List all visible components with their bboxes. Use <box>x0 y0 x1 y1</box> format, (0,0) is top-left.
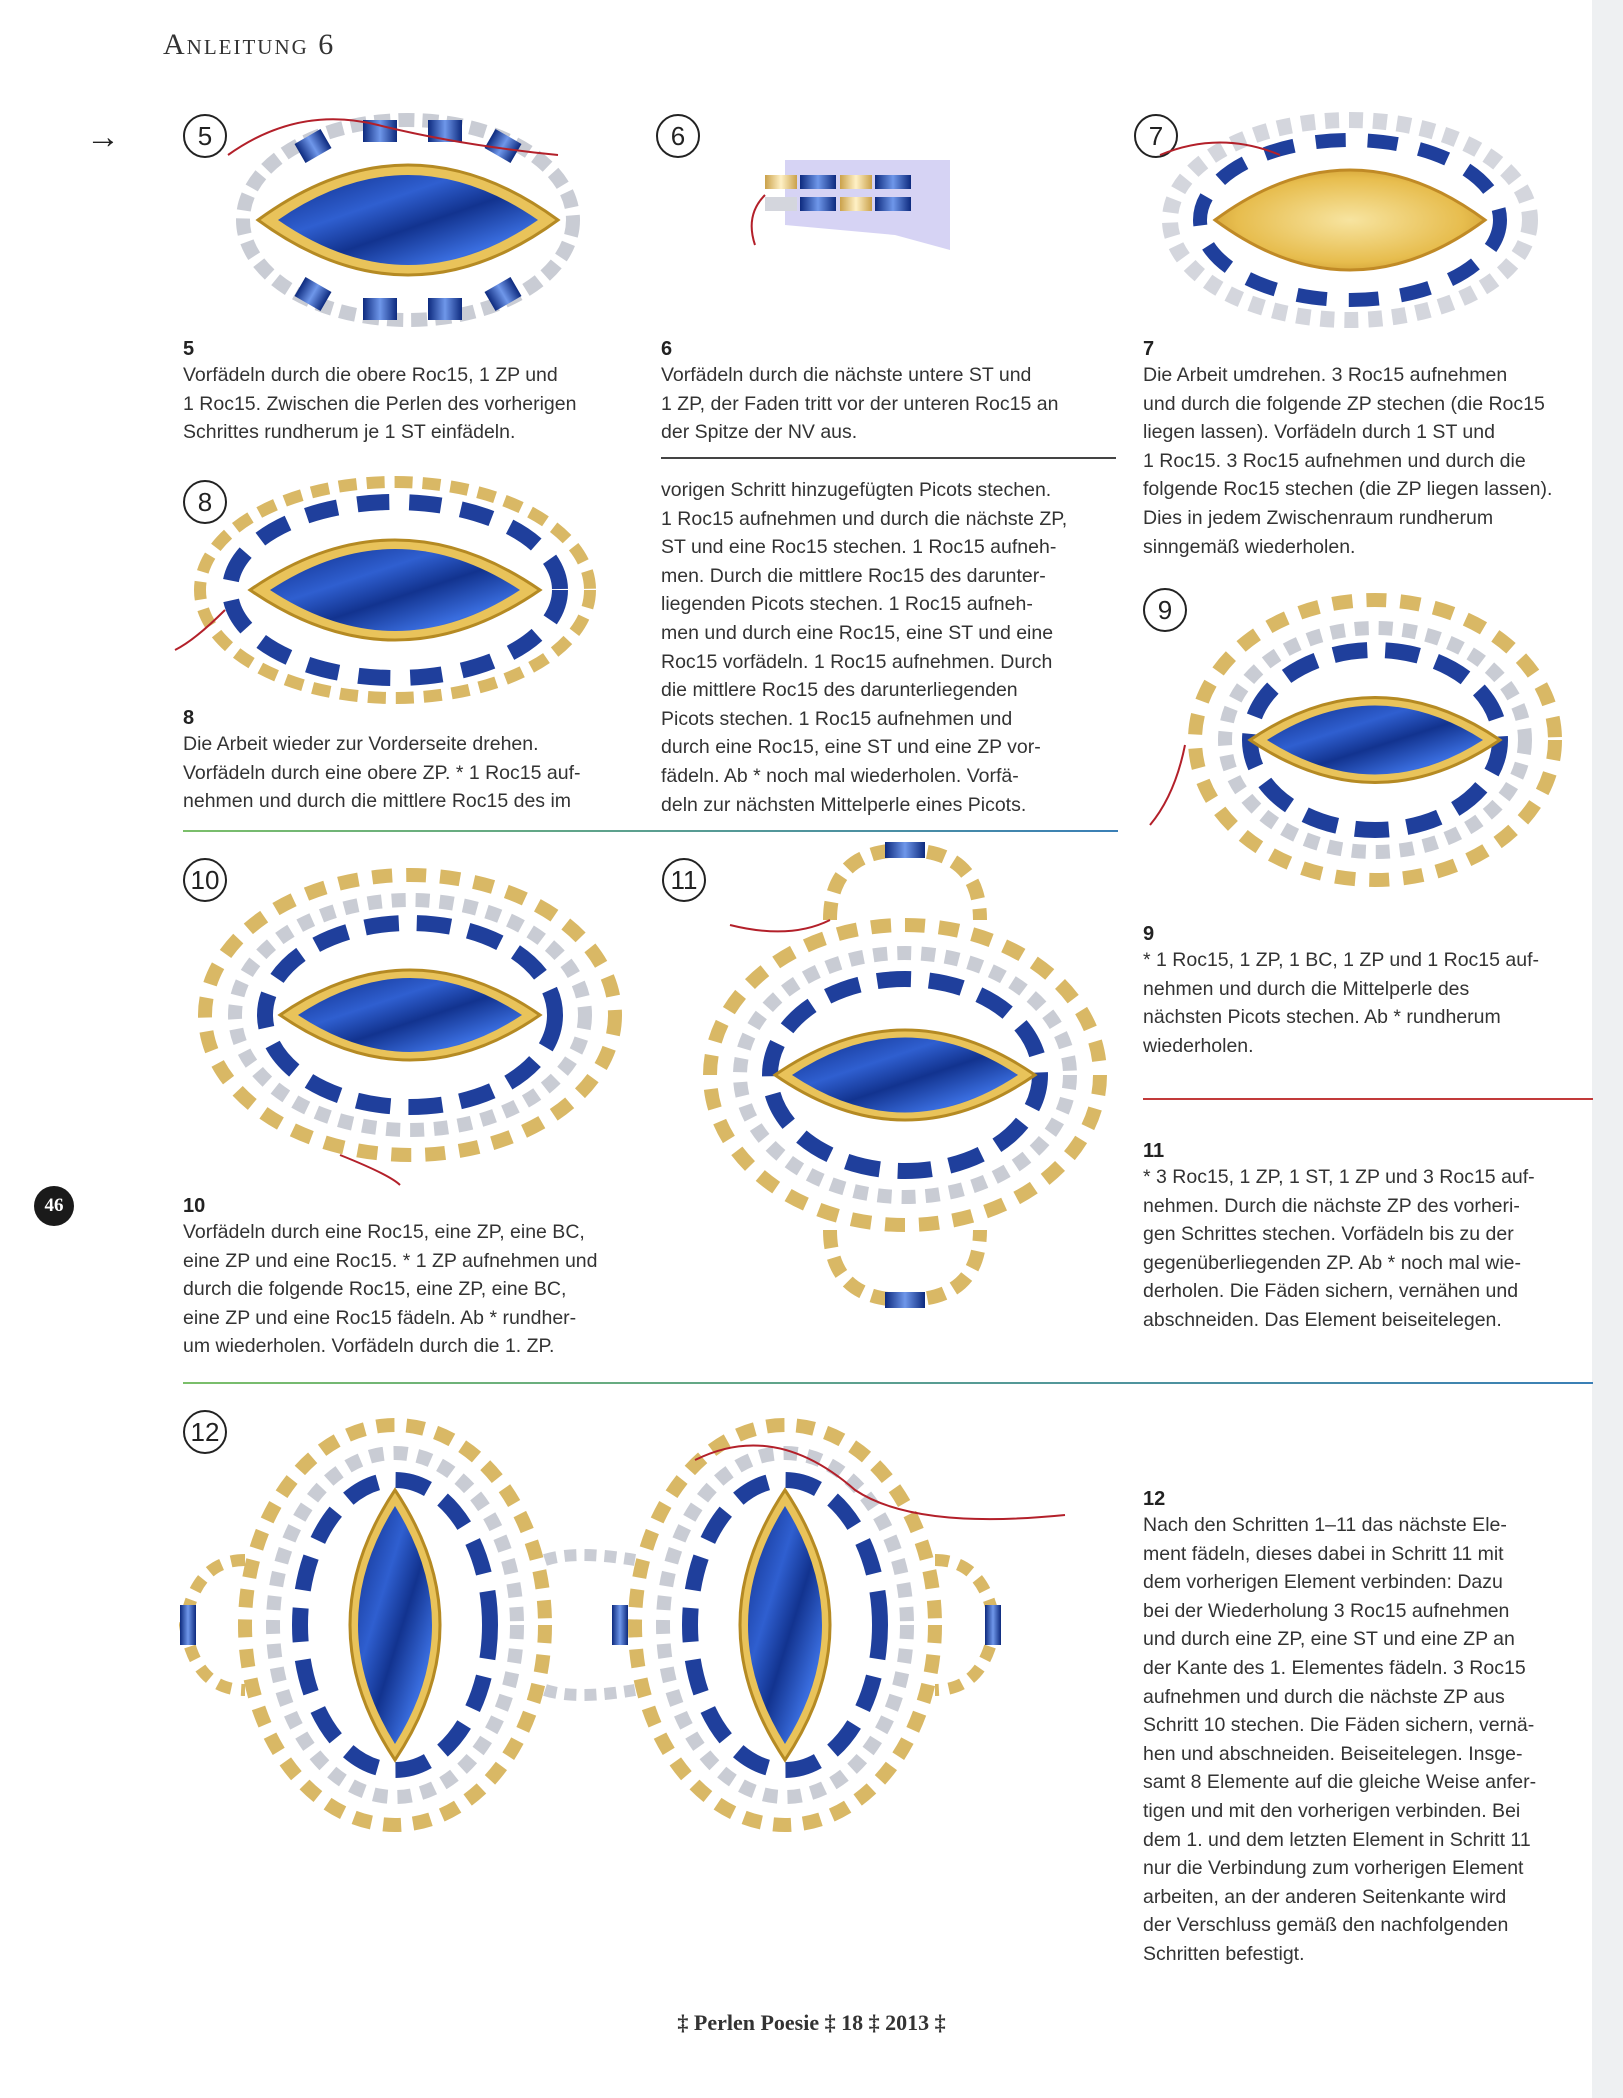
step-10-number: 10 <box>183 1195 206 1217</box>
step-5-text: Vorfädeln durch die obere Roc15, 1 ZP und 1 Roc15. Zwischen die Perlen des vorherigen Schrittes rundherum je 1 ST einfädeln. <box>183 364 577 444</box>
step-8-number: 8 <box>183 707 195 729</box>
diagram-step-5 <box>238 115 578 325</box>
diagram-step-8 <box>175 470 605 710</box>
step-6-badge: 6 <box>656 114 700 158</box>
page-edge-strip <box>1592 0 1623 2098</box>
step-10-badge: 10 <box>183 858 227 902</box>
step-7-text: Die Arbeit umdrehen. 3 Roc15 aufnehmen und durch die folgende ZP stechen (die Roc15 liegen lassen). Vorfädeln durch 1 ST und 1 Roc15. 3 Roc15 aufnehmen und durch die folgende Roc15 stechen (die ZP liegen lassen). Dies in jedem Zwischenraum rundherum sinngemäß wiederholen. <box>1143 364 1553 558</box>
page-title: Anleitung 6 <box>163 28 336 61</box>
step-6-text: Vorfädeln durch die nächste untere ST und 1 ZP, der Faden tritt vor der unteren Roc15 an der Spitze der NV aus. <box>661 364 1059 444</box>
step-11-number: 11 <box>1143 1140 1165 1162</box>
step-6-number: 6 <box>661 338 673 360</box>
element-right <box>635 1425 1001 1825</box>
step-8-badge: 8 <box>183 480 227 524</box>
step-8-text: Die Arbeit wieder zur Vorderseite drehen. Vorfädeln durch eine obere ZP. * 1 Roc15 auf- nehmen und durch die mittlere Roc15 des im <box>183 733 581 813</box>
diagram-step-7 <box>1160 110 1540 330</box>
page-footer: ‡ Perlen Poesie ‡ 18 ‡ 2013 ‡ <box>677 2010 946 2035</box>
step-12-text: Nach den Schritten 1–11 das nächste Ele- ment fädeln, dieses dabei in Schritt 11 mit dem vorherigen Element verbinden: Dazu bei der Wiederholung 3 Roc15 aufnehmen und durch eine ZP, eine ST und eine ZP an der Kante des 1. Elementes fädeln. 3 Roc15 aufnehmen und durch die nächste ZP aus Schritt 10 stechen. Die Fäden sichern, vernä- hen und abschneiden. Beiseitelegen. Insge- samt 8 Elemente auf die gleiche Weise anfer- tigen und mit den vorherigen verbinden. Bei dem 1. und dem letzten Element in Schritt 11 nur die Verbindung zum vorherigen Element arbeiten, an der anderen Seitenkante wird der Verschluss gemäß den nachfolgenden Schritten befestigt. <box>1143 1514 1537 1965</box>
step-9-text: * 1 Roc15, 1 ZP, 1 BC, 1 ZP und 1 Roc15 auf- nehmen und durch die Mittelperle des nächsten Picots stechen. Ab * rundherum wiederholen. <box>1143 949 1540 1057</box>
step-7-number: 7 <box>1143 338 1155 360</box>
diagram-step-12 <box>175 1400 1095 1840</box>
step-11-text: * 3 Roc15, 1 ZP, 1 ST, 1 ZP und 3 Roc15 auf- nehmen. Durch die nächste ZP des vorheri- gen Schrittes stechen. Vorfädeln bis zu der gegenüberliegenden ZP. Ab * noch mal wie- derholen. Die Fäden sichern, vernähen und abschneiden. Das Element beiseitelegen. <box>1143 1166 1535 1331</box>
step-8-text-continued: vorigen Schritt hinzugefügten Picots stechen. 1 Roc15 aufnehmen und durch die nächste ZP, ST und eine Roc15 stechen. 1 Roc15 aufneh- men. Durch die mittlere Roc15 des darunter- liegenden Picots stechen. 1 Roc15 aufneh- men und durch eine Roc15, eine ST und eine Roc15 vorfädeln. 1 Roc15 aufnehmen. Durch die mittlere Roc15 des darunterliegenden Picots stechen. 1 Roc15 aufnehmen und durch eine Roc15, eine ST und eine ZP vor- fädeln. Ab * noch mal wiederholen. Vorfä- deln zur nächsten Mittelperle eines Picots. <box>661 479 1068 816</box>
divider-bottom <box>183 1382 1593 1384</box>
step-10-text: Vorfädeln durch eine Roc15, eine ZP, eine BC, eine ZP und eine Roc15. * 1 ZP aufnehmen und durch die folgende Roc15, eine ZP, eine BC, eine ZP und eine Roc15 fädeln. Ab * rundher- um wiederholen. Vorfädeln durch die 1. ZP. <box>183 1221 598 1358</box>
divider-mid <box>183 830 1118 832</box>
step-5-number: 5 <box>183 338 195 360</box>
page-number-badge: 46 <box>34 1186 74 1226</box>
step-12-badge: 12 <box>183 1410 227 1454</box>
step-9-badge: 9 <box>1143 588 1187 632</box>
arrow-right-icon: → <box>86 118 120 156</box>
element-left <box>180 1425 545 1825</box>
diagram-step-10 <box>190 865 630 1185</box>
diagram-step-6 <box>745 155 955 250</box>
divider-col3 <box>1143 1098 1593 1100</box>
step-11-badge: 11 <box>662 858 706 902</box>
divider-col2-top <box>661 457 1116 459</box>
step-5-badge: 5 <box>183 114 227 158</box>
step-12-number: 12 <box>1143 1488 1166 1510</box>
step-9-number: 9 <box>1143 923 1155 945</box>
diagram-step-11 <box>690 840 1120 1310</box>
diagram-step-9 <box>1145 585 1565 885</box>
connection <box>545 1555 635 1695</box>
step-7-badge: 7 <box>1134 114 1178 158</box>
